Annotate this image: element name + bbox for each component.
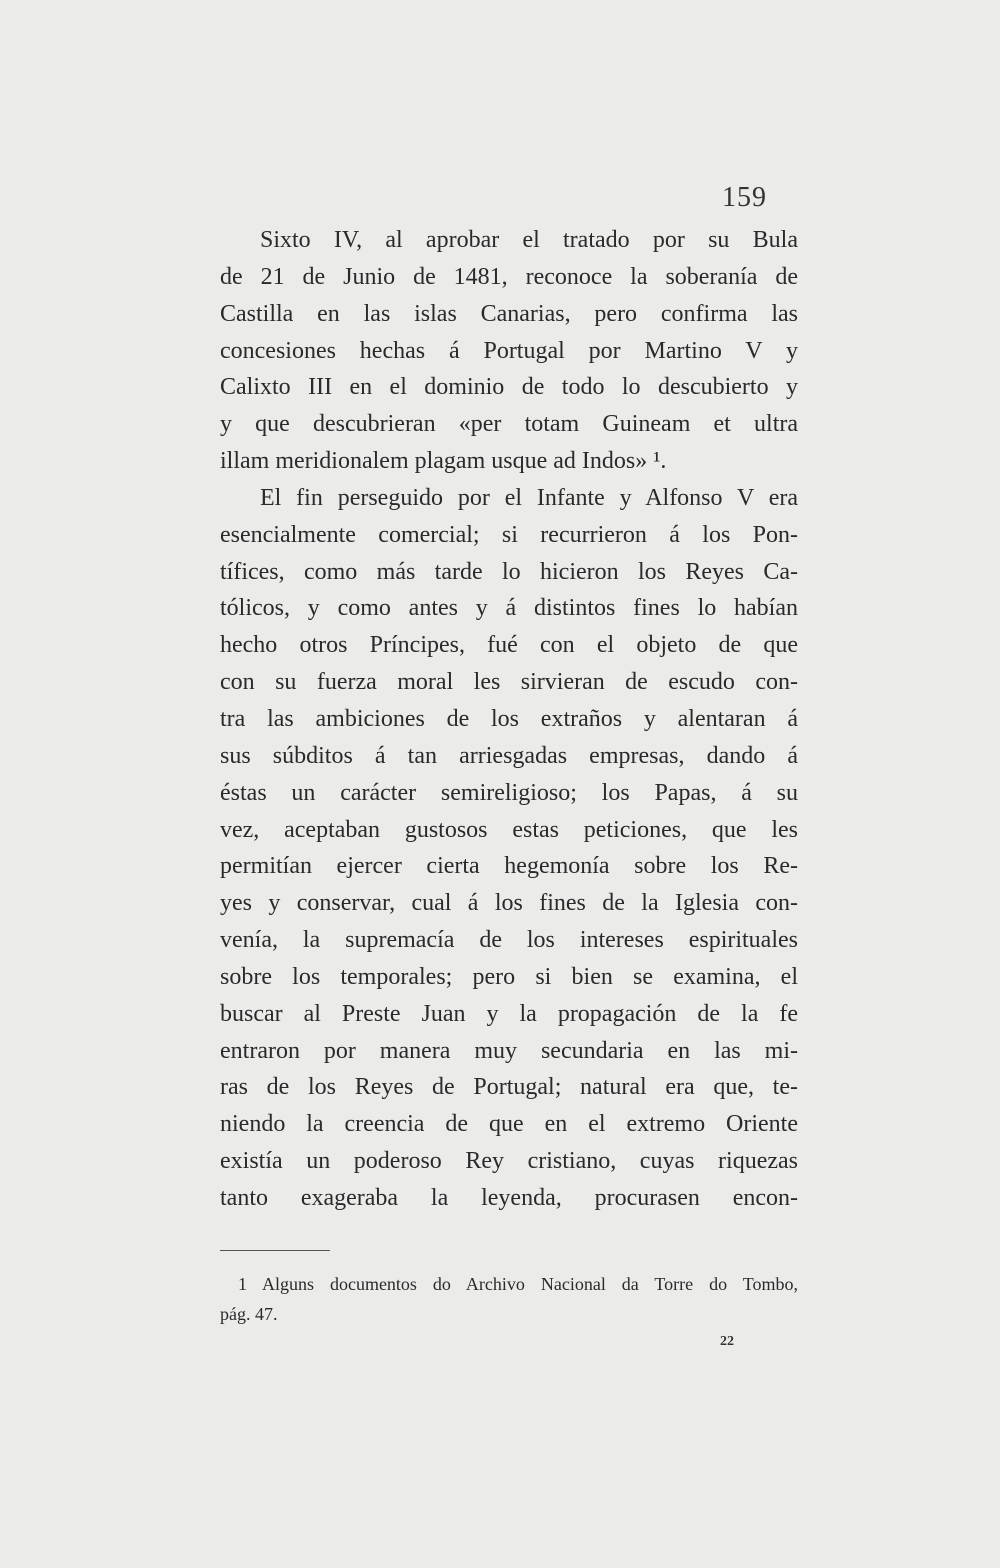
text-line: tífices, como más tarde lo hicieron los Reyes Ca-	[220, 558, 798, 585]
text-line: concesiones hechas á Portugal por Martino V y	[220, 337, 798, 364]
paragraph-1	[220, 222, 798, 480]
text-line: buscar al Preste Juan y la propagación de la fe	[220, 1000, 798, 1027]
text-line: El fin perseguido por el Infante y Alfonso V era	[260, 484, 798, 511]
text-line: Castilla en las islas Canarias, pero confirma las	[220, 300, 798, 327]
footnote-line: pág. 47.	[220, 1304, 278, 1324]
text-line: niendo la creencia de que en el extremo Oriente	[220, 1111, 798, 1138]
text-line: permitían ejercer cierta hegemonía sobre los Re-	[220, 853, 798, 880]
text-line: venía, la supremacía de los intereses espirituales	[220, 927, 798, 954]
text-line: Calixto III en el dominio de todo lo descubierto y	[220, 374, 798, 401]
text-line: Sixto IV, al aprobar el tratado por su Bula	[260, 227, 798, 253]
footnote-divider	[220, 1250, 330, 1251]
text-line: esencialmente comercial; si recurrieron á los Pon-	[220, 521, 798, 548]
paragraph-2	[220, 480, 798, 1217]
text-line: sobre los temporales; pero si bien se examina, el	[220, 963, 798, 990]
footnote-line: 1 Alguns documentos do Archivo Nacional da Torre do Tombo,	[238, 1274, 798, 1294]
text-line: ras de los Reyes de Portugal; natural era que, te-	[220, 1074, 798, 1101]
text-line: de 21 de Junio de 1481, reconoce la soberanía de	[220, 263, 798, 290]
text-line: tra las ambiciones de los extraños y alentaran á	[220, 705, 798, 732]
text-line: vez, aceptaban gustosos estas peticiones, que les	[220, 816, 798, 843]
text-line: hecho otros Príncipes, fué con el objeto de que	[220, 632, 798, 659]
text-line: tólicos, y como antes y á distintos fines lo habían	[220, 595, 798, 622]
text-line: tanto exageraba la leyenda, procurasen encon-	[220, 1184, 798, 1211]
footnotes	[220, 1269, 798, 1329]
text-line: con su fuerza moral les sirvieran de escudo con-	[220, 669, 798, 696]
text-line: illam meridionalem plagam usque ad Indos» ¹.	[220, 448, 667, 475]
signature-mark: 22	[720, 1334, 734, 1349]
text-line: y que descubrieran «per totam Guineam et ultra	[220, 411, 798, 438]
text-line: entraron por manera muy secundaria en las mi-	[220, 1037, 798, 1064]
text-line: existía un poderoso Rey cristiano, cuyas riquezas	[220, 1148, 798, 1175]
body-text	[220, 222, 798, 1217]
text-line: sus súbditos á tan arriesgadas empresas, dando á	[220, 742, 798, 769]
page-number: 159	[722, 182, 767, 213]
text-line: éstas un carácter semireligioso; los Papas, á su	[220, 779, 798, 806]
text-line: yes y conservar, cual á los fines de la Iglesia con-	[220, 890, 798, 917]
